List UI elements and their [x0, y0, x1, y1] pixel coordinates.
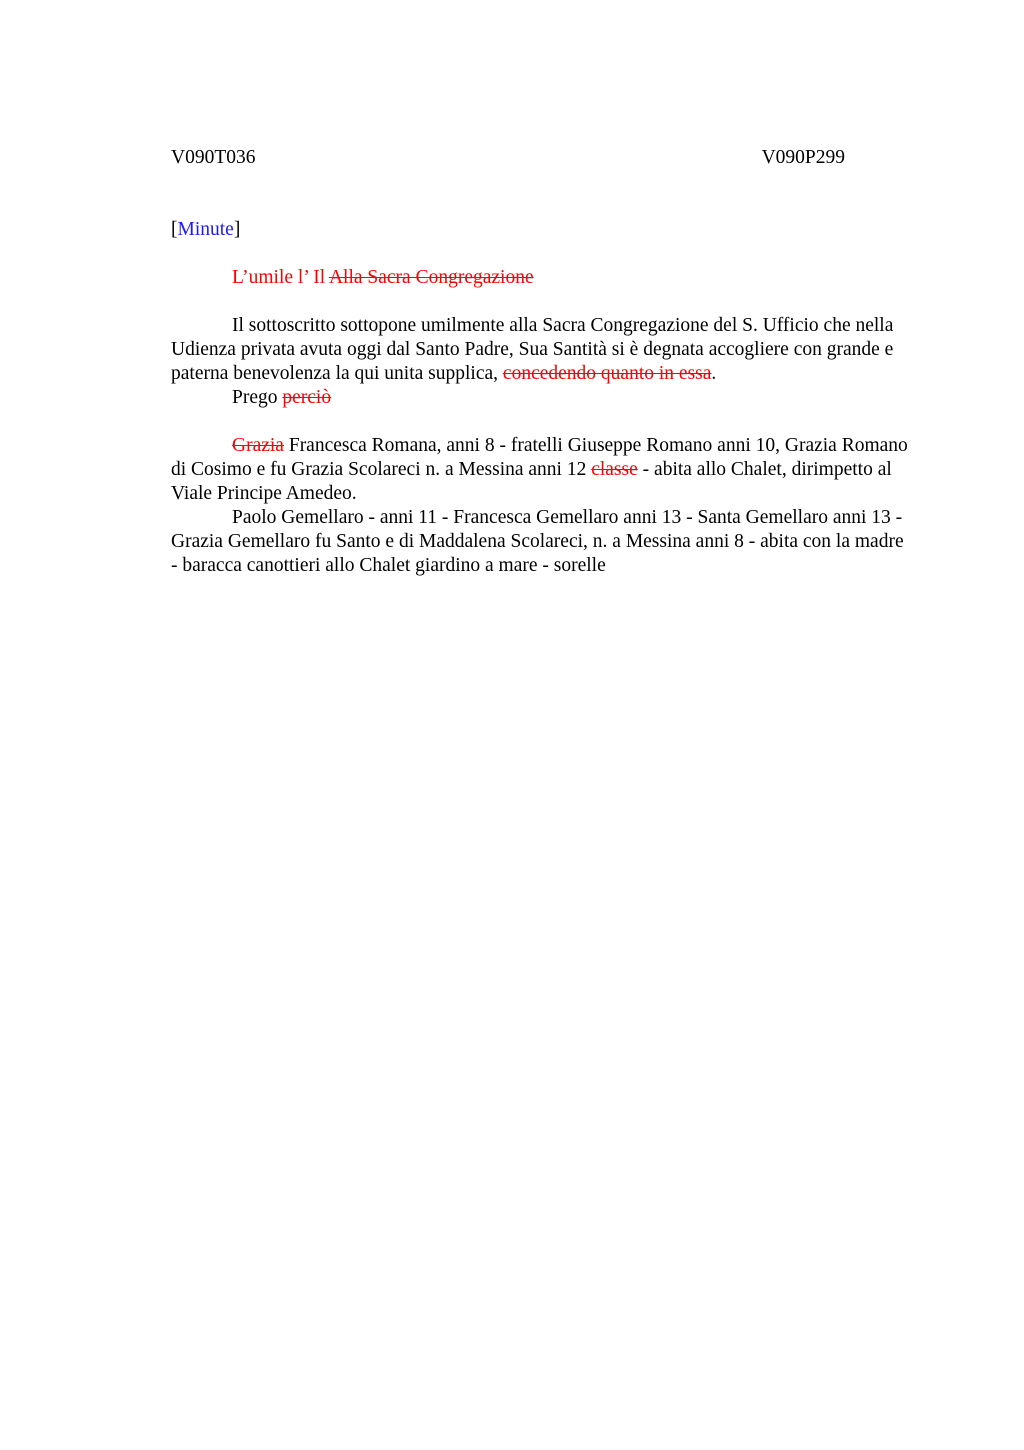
- paragraph-1-text: Il sottoscritto sottopone umilmente alla Sacra Congregazione del S. Ufficio che nella Udienza privata avuta oggi dal Santo Padre, Sua Santità si è degnata accogliere con grande e paterna benevolenza la qui unita supplica,: [171, 315, 894, 384]
- paragraph-3-text-2: - abita allo Chalet, dirimpetto al Viale Principe Amedeo.: [171, 459, 892, 504]
- document-code-left: V090T036: [171, 147, 256, 168]
- addressee-line: [171, 266, 911, 290]
- addressee-deleted: Alla Sacra Congregazione: [328, 267, 534, 288]
- section-tag-label: Minute: [177, 219, 234, 240]
- body-paragraph-1: [171, 314, 911, 386]
- section-tag-close-bracket: ]: [233, 219, 241, 240]
- addressee-inserted: L’umile l’ Il: [232, 267, 329, 288]
- paragraph-3-deleted-start: Grazia: [232, 435, 284, 456]
- section-tag: [171, 218, 911, 242]
- paragraph-4-text: Paolo Gemellaro - anni 11 - Francesca Gemellaro anni 13 - Santa Gemellaro anni 13 - Grazia Gemellaro fu Santo e di Maddalena Scolareci, n. a Messina anni 8 - abita con la madre - baracca canottieri allo Chalet giardino a mare - sorelle: [171, 507, 904, 576]
- paragraph-1-end: .: [711, 363, 717, 384]
- document-code-right: V090P299: [761, 147, 845, 168]
- paragraph-3-deleted-mid: classe: [591, 459, 638, 480]
- paragraph-1-deleted: concedendo quanto in essa: [502, 363, 712, 384]
- document-page: [171, 146, 911, 578]
- body-paragraph-3: [171, 434, 911, 506]
- body-paragraph-2: [171, 386, 911, 410]
- paragraph-2-text: Prego: [232, 387, 283, 408]
- section-tag-open-bracket: [: [171, 219, 178, 240]
- document-header: [171, 146, 845, 170]
- body-paragraph-4: [171, 506, 911, 578]
- paragraph-2-deleted: perciò: [282, 387, 332, 408]
- paragraph-3-text-1: Francesca Romana, anni 8 - fratelli Giuseppe Romano anni 10, Grazia Romano di Cosimo e fu Grazia Scolareci n. a Messina anni 12: [171, 435, 908, 480]
